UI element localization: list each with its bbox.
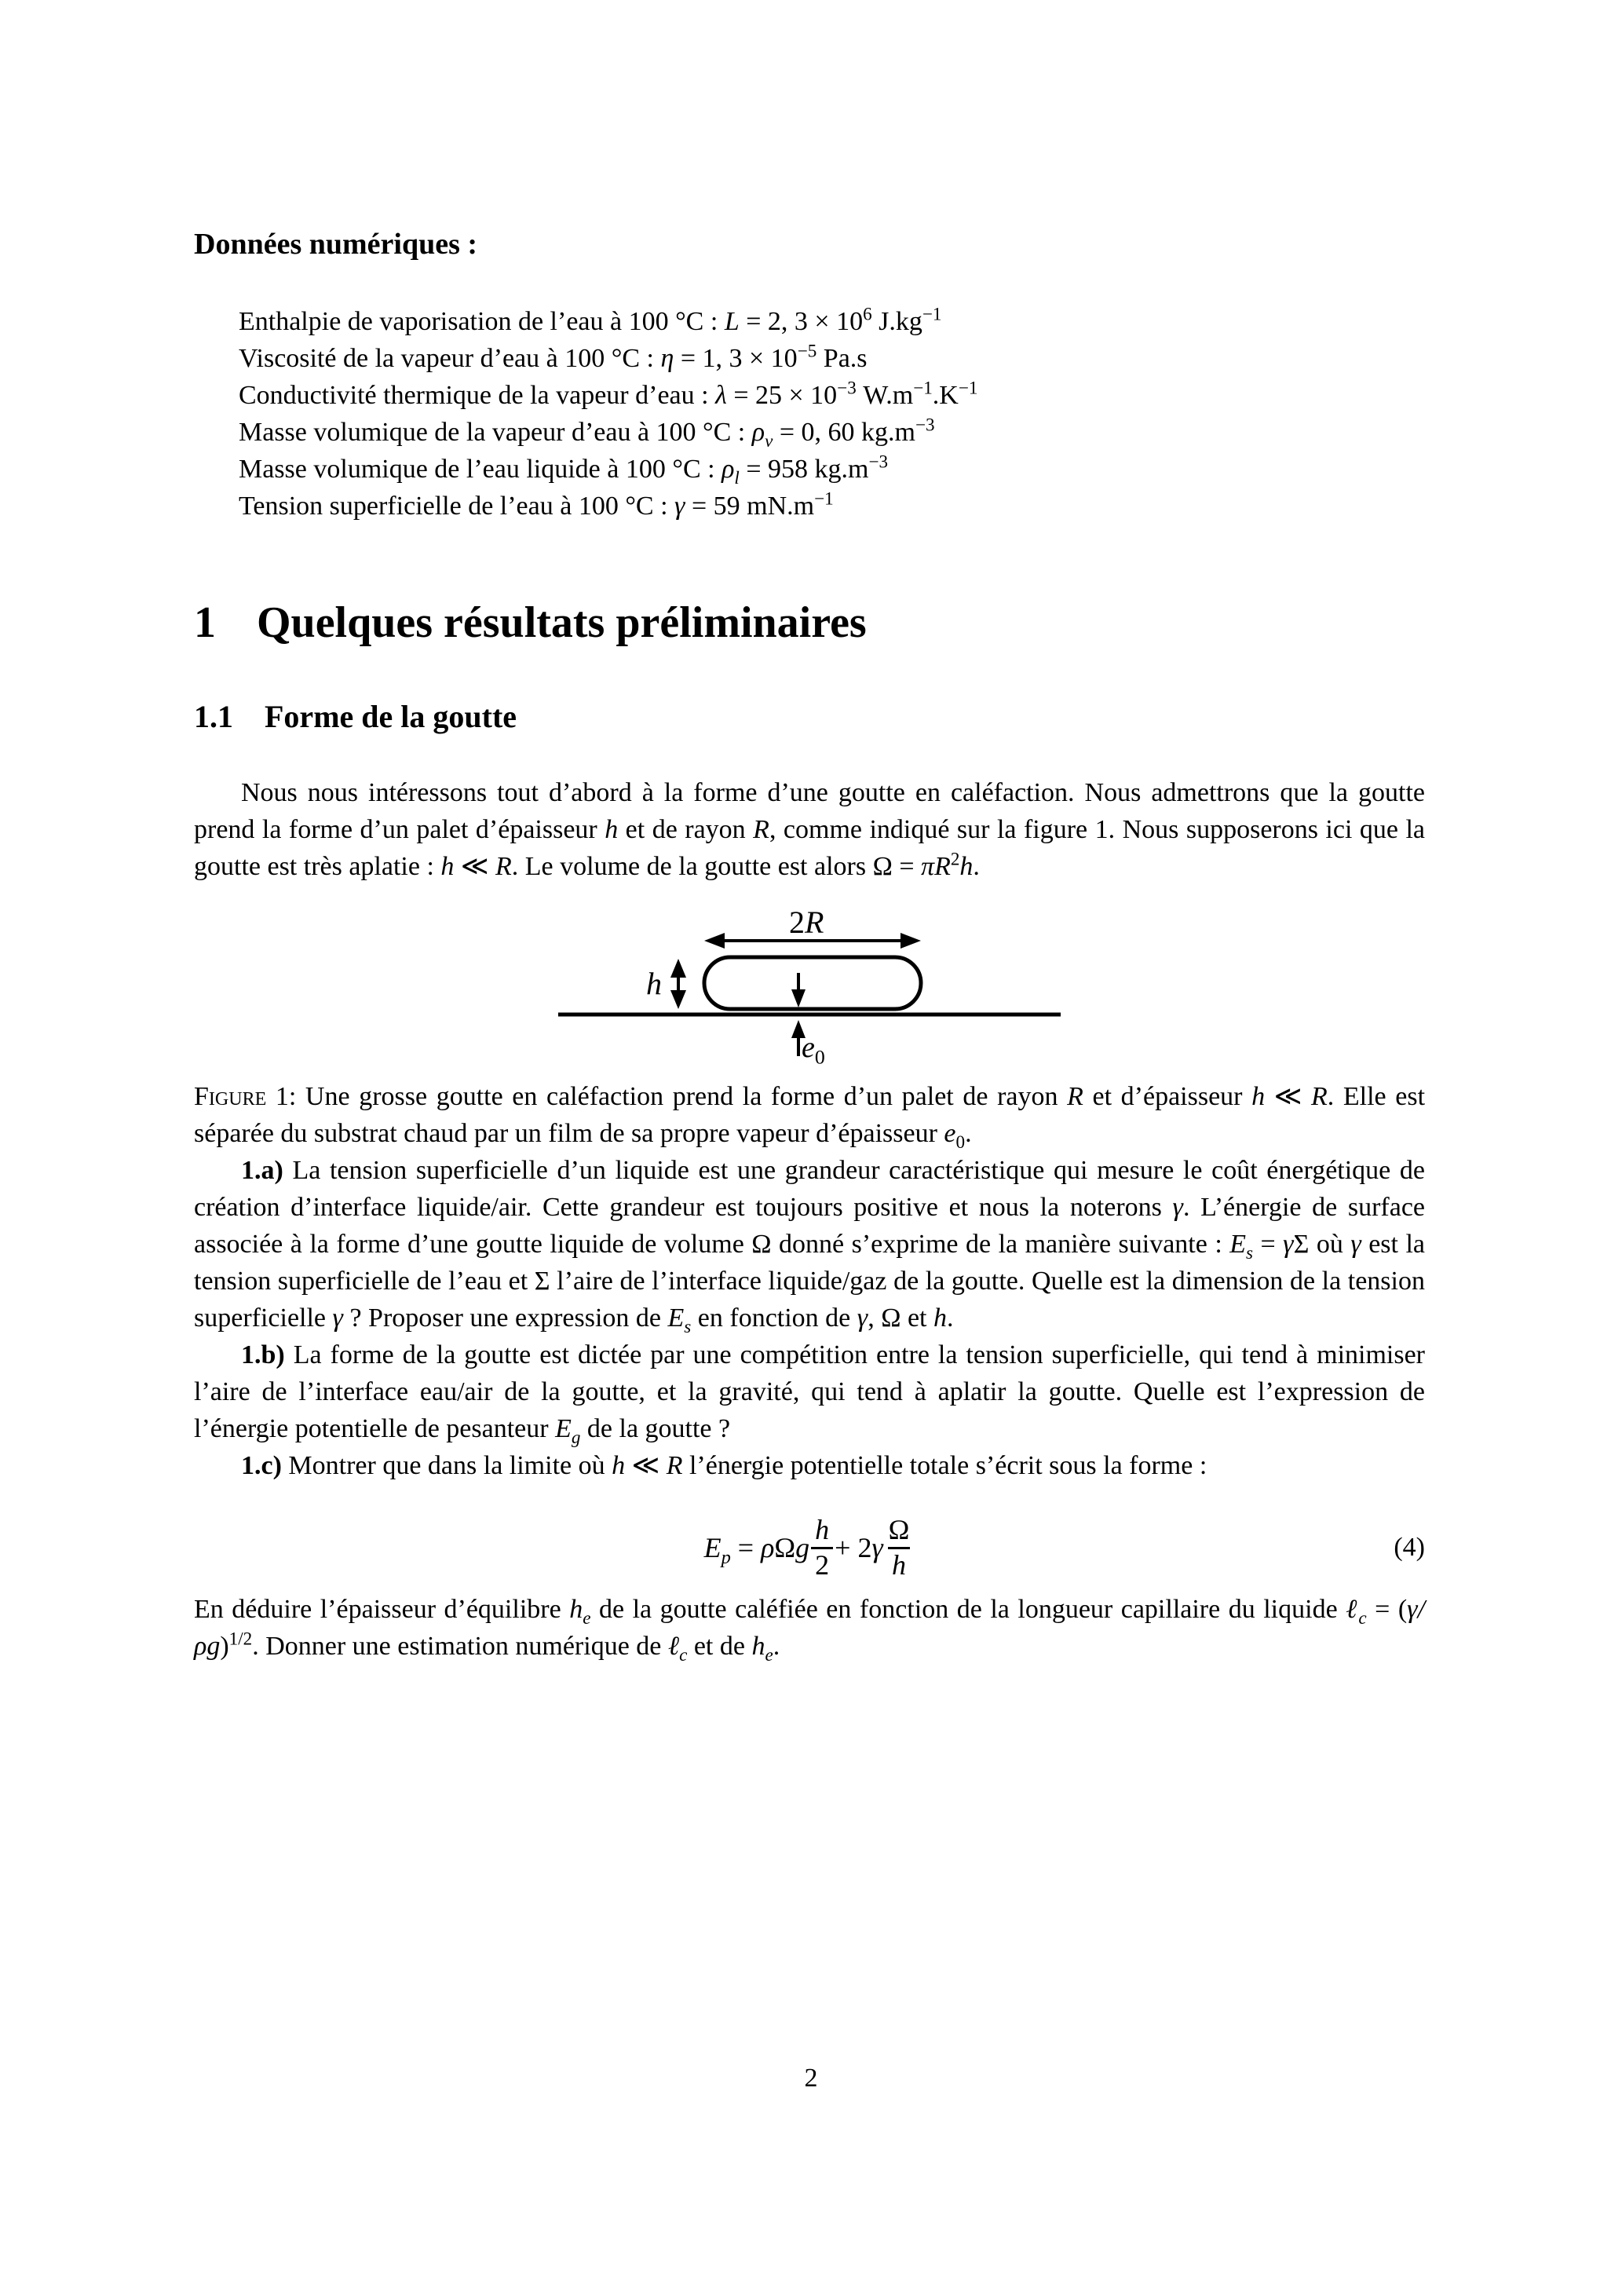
section-1-heading [194, 599, 1425, 648]
question-1a-text: La tension superficielle d’un liquide est une grandeur caractéristique qui mesure le coût énergétique de création d’interface liquide/air. Cette grandeur est toujours positive et nous la noterons γ. L’énergie de surface associée à la forme d’une goutte liquide de volume Ω donné s’exprime de la manière suivante : $E_s = \gamma\Sigma$ où γ est la tension superficielle de l’eau et Σ l’aire de l’interface liquide/gaz de la goutte. Quelle est la dimension de la tension superficielle γ ? Proposer une expression de $E_s$ en fonction de γ, Ω et h. [194, 1156, 1425, 1338]
equation-4-lhs: $E_p = \rho\Omega g$ [703, 1532, 810, 1569]
question-1c-label: 1.c) [241, 1451, 282, 1481]
subsection-1-1-heading [194, 699, 1425, 735]
conclusion-paragraph: En déduire l’épaisseur d’équilibre $h_e$ de la goutte caléfiée en fonction de la longueur capillaire du liquide ℓ$_c$ = $(\gamma/\rho g)^{1/2}$. Donner une estimation numérique de ℓ$_c$ et de $h_e$. [194, 1595, 1426, 1666]
figure-label-e0: $e_0$ [802, 1031, 825, 1069]
data-line-viscosity: Viscosité de la vapeur d’eau à 100 °C : η = 1, $3 \times 10^{-5}$ Pa.s [239, 341, 868, 373]
equation-4-row [194, 1504, 1425, 1591]
subsection-1-1-title: Forme de la goutte [265, 699, 517, 735]
arrow-h-head-bottom [670, 990, 686, 1009]
figure-1-caption-label: Figure 1: [194, 1082, 297, 1112]
equation-4-fraction-omega-over-h: $\frac{\Omega}{h}$ [888, 1514, 910, 1581]
numerical-data-list [239, 303, 1425, 525]
question-1b-label: 1.b) [241, 1340, 285, 1370]
arrow-film-down-head [791, 989, 806, 1007]
equation-4-fraction-h-over-2: $\frac{h}{2}$ [811, 1514, 833, 1581]
question-1b [194, 1336, 1425, 1447]
figure-label-2R: 2R [789, 905, 824, 941]
equation-4-operator: + 2γ [835, 1532, 883, 1564]
arrow-2R-head-left [704, 933, 725, 949]
figure-1-caption [194, 1078, 1425, 1152]
data-line-conductivity: Conductivité thermique de la vapeur d’eau : $\lambda = 25 \times 10^{-3}$ $W.m^{-1}.K^{-1}$ [239, 378, 978, 410]
question-1a [194, 1152, 1425, 1336]
equation-4-formula [704, 1514, 915, 1581]
equation-4-number: (4) [1394, 1533, 1425, 1563]
intro-paragraph: Nous nous intéressons tout d’abord à la forme d’une goutte en caléfaction. Nous admettrons que la goutte prend la forme d’un palet d’épaisseur h et de rayon R, comme indiqué sur la figure 1. Nous supposerons ici que la goutte est très aplatie : h ≪ R. Le volume de la goutte est alors $\Omega = \pi R^2h$. [194, 778, 1425, 882]
arrow-h-head-top [670, 959, 686, 978]
data-line-vapor-density: Masse volumique de la vapeur d’eau à 100 °C : $\rho_v = 0$, 60 $kg.m^{-3}$ [239, 415, 935, 452]
data-line-liquid-density: Masse volumique de l’eau liquide à 100 °C : $\rho_l = 958$ $kg.m^{-3}$ [239, 452, 889, 488]
data-line-surface-tension: Tension superficielle de l’eau à 100 °C : γ = 59 $mN.m^{-1}$ [239, 488, 834, 521]
section-1-number: 1 [194, 598, 216, 647]
page-content [194, 0, 1425, 1665]
figure-label-h: h [646, 966, 662, 1002]
figure-1-droplet-diagram [558, 905, 1061, 1078]
question-1c-text: Montrer que dans la limite où h ≪ R l’énergie potentielle totale s’écrit sous la forme : [281, 1451, 1207, 1481]
data-line-enthalpy: Enthalpie de vaporisation de l’eau à 100 °C : L = 2, $3 \times 10^6$ $J.kg^{-1}$ [239, 304, 942, 336]
question-1a-label: 1.a) [241, 1156, 283, 1186]
section-1-title: Quelques résultats préliminaires [257, 598, 867, 647]
page-number: 2 [804, 2064, 818, 2093]
numerical-data-heading: Données numériques : [194, 228, 478, 261]
droplet-outline [704, 957, 921, 1009]
question-1c [194, 1447, 1425, 1484]
figure-1-caption-text: Une grosse goutte en caléfaction prend la forme d’un palet de rayon R et d’épaisseur h ≪ R. Elle est séparée du substrat chaud par un film de sa propre vapeur d’épaisseur $e_0$. [194, 1082, 1426, 1153]
arrow-2R-head-right [901, 933, 921, 949]
subsection-1-1-number: 1.1 [194, 699, 233, 735]
question-1b-text: La forme de la goutte est dictée par une compétition entre la tension superficielle, qui tend à minimiser l’aire de l’interface eau/air de la goutte, et la gravité, qui tend à aplatir la goutte. Quelle est l’expression de l’énergie potentielle de pesanteur $E_g$ de la goutte ? [194, 1340, 1425, 1449]
